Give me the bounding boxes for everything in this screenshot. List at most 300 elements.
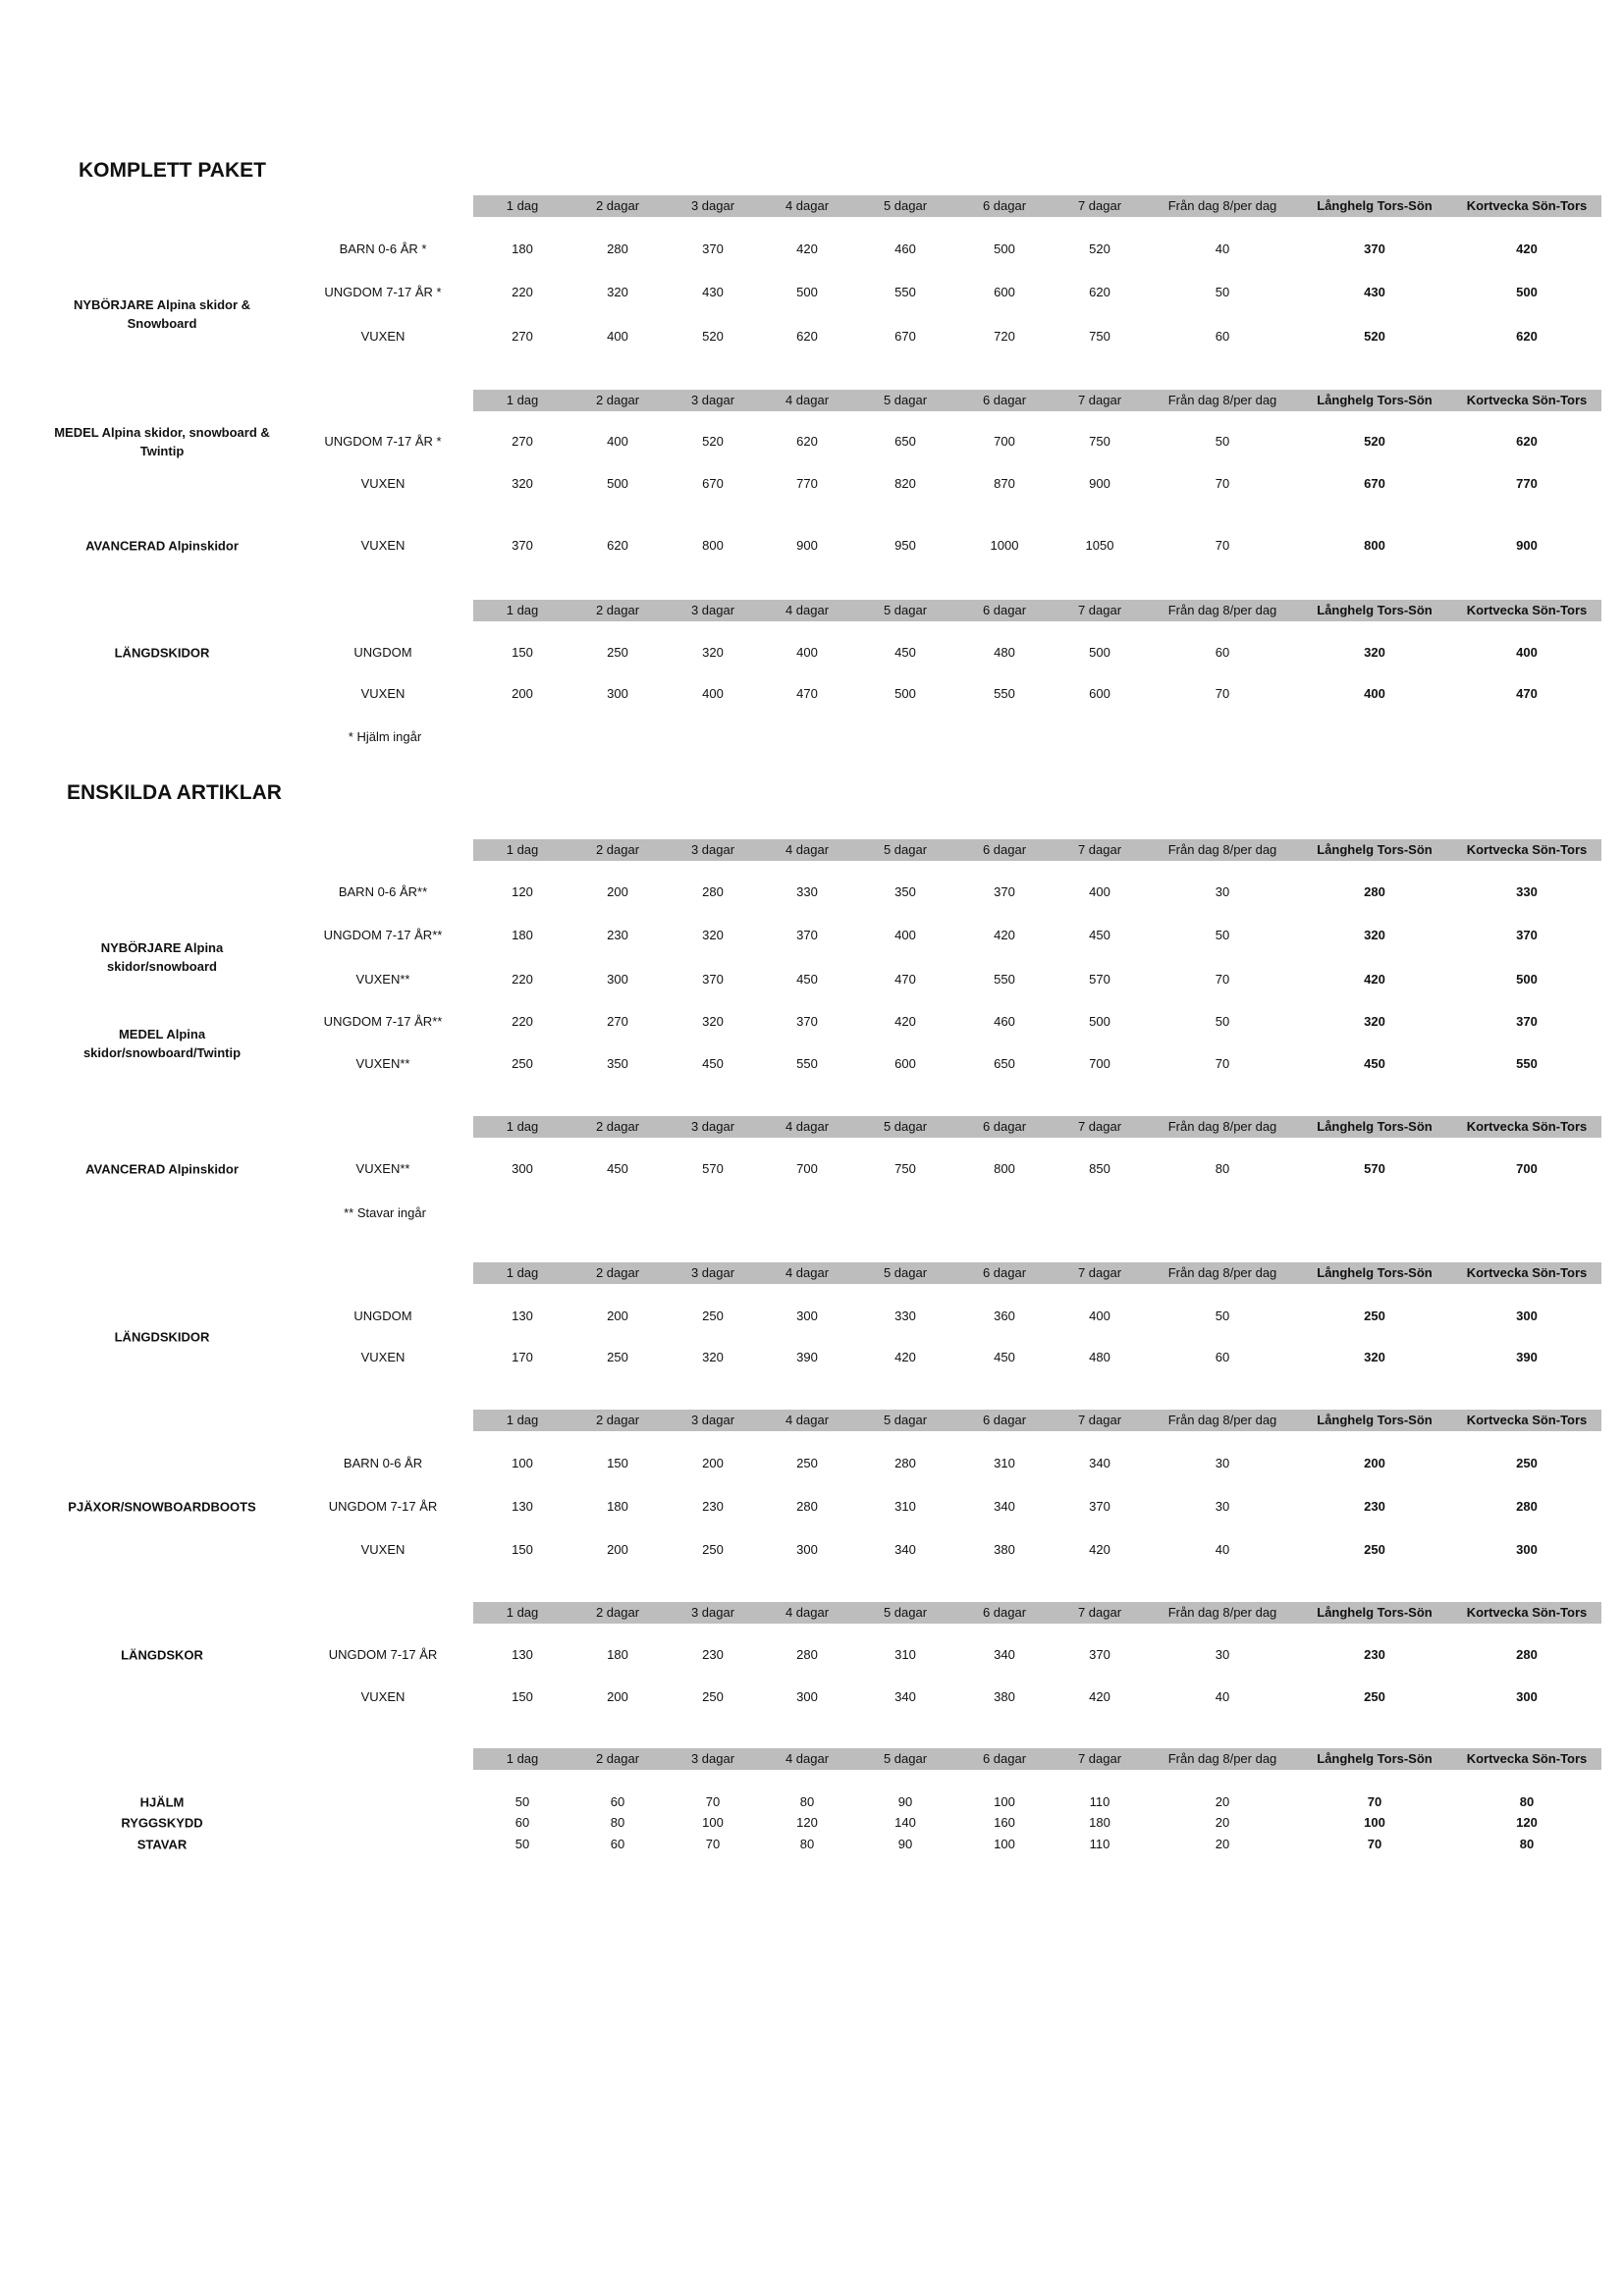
price-cell: 220 (512, 285, 533, 299)
column-header: 1 dag (506, 1119, 539, 1134)
price-cell: 250 (702, 1542, 724, 1557)
price-cell: 420 (994, 928, 1015, 942)
column-header: 7 dagar (1077, 842, 1122, 857)
price-cell: 450 (1089, 928, 1110, 942)
price-cell: 40 (1215, 1542, 1230, 1557)
column-header: 3 dagar (690, 198, 735, 213)
column-header: 1 dag (506, 1413, 539, 1427)
column-header: 5 dagar (883, 1751, 928, 1766)
price-cell: 370 (994, 884, 1015, 899)
price-cell: 230 (1364, 1499, 1385, 1514)
price-cell: 150 (512, 1542, 533, 1557)
price-cell: 320 (1364, 928, 1385, 942)
price-cell: 70 (1367, 1837, 1382, 1851)
price-cell: 620 (1516, 329, 1538, 344)
price-cell: 60 (514, 1815, 530, 1830)
column-header: Kortvecka Sön-Tors (1466, 1605, 1588, 1620)
price-cell: 1050 (1085, 538, 1114, 553)
price-cell: 520 (702, 434, 724, 449)
row-label: UNGDOM 7-17 ÅR * (324, 285, 442, 299)
price-cell: 450 (994, 1350, 1015, 1364)
price-cell: 400 (1364, 686, 1385, 701)
price-cell: 320 (512, 476, 533, 491)
price-cell: 500 (1089, 1014, 1110, 1029)
enskilda-title: ENSKILDA ARTIKLAR (67, 781, 282, 804)
price-cell: 50 (1215, 285, 1230, 299)
price-cell: 130 (512, 1499, 533, 1514)
price-cell: 600 (994, 285, 1015, 299)
price-cell: 150 (607, 1456, 628, 1470)
row-label: BARN 0-6 ÅR (343, 1456, 423, 1470)
price-cell: 360 (994, 1308, 1015, 1323)
row-label: UNGDOM 7-17 ÅR** (323, 928, 443, 942)
column-header: 6 dagar (982, 1265, 1027, 1280)
price-cell: 200 (607, 1308, 628, 1323)
column-header: Långhelg Tors-Sön (1317, 1605, 1433, 1620)
price-cell: 320 (702, 1014, 724, 1029)
price-cell: 310 (894, 1647, 916, 1662)
price-cell: 600 (1089, 686, 1110, 701)
column-header: 5 dagar (883, 198, 928, 213)
price-cell: 300 (1516, 1308, 1538, 1323)
price-cell: 70 (1215, 1056, 1230, 1071)
column-header-band (473, 390, 1601, 411)
price-cell: 620 (1089, 285, 1110, 299)
price-cell: 100 (512, 1456, 533, 1470)
price-cell: 770 (796, 476, 818, 491)
price-cell: 180 (1089, 1815, 1110, 1830)
price-cell: 800 (1364, 538, 1385, 553)
price-cell: 370 (1364, 241, 1385, 256)
price-cell: 20 (1215, 1837, 1230, 1851)
price-cell: 430 (702, 285, 724, 299)
price-cell: 420 (796, 241, 818, 256)
price-cell: 550 (994, 972, 1015, 987)
column-header: Från dag 8/per dag (1167, 1119, 1277, 1134)
price-cell: 70 (1215, 476, 1230, 491)
price-cell: 400 (1089, 884, 1110, 899)
price-cell: 280 (796, 1499, 818, 1514)
price-cell: 200 (702, 1456, 724, 1470)
price-cell: 420 (894, 1350, 916, 1364)
enskilda-footnote: ** Stavar ingår (344, 1205, 426, 1220)
price-cell: 30 (1215, 884, 1230, 899)
price-cell: 400 (702, 686, 724, 701)
price-cell: 180 (512, 928, 533, 942)
price-cell: 700 (1089, 1056, 1110, 1071)
column-header: 5 dagar (883, 1413, 928, 1427)
price-cell: 460 (894, 241, 916, 256)
price-cell: 720 (994, 329, 1015, 344)
column-header: 7 dagar (1077, 198, 1122, 213)
price-cell: 70 (1367, 1794, 1382, 1809)
column-header: 7 dagar (1077, 1605, 1122, 1620)
column-header: 5 dagar (883, 842, 928, 857)
price-cell: 520 (1364, 329, 1385, 344)
price-cell: 50 (1215, 434, 1230, 449)
column-header: 7 dagar (1077, 1751, 1122, 1766)
price-cell: 470 (894, 972, 916, 987)
price-cell: 20 (1215, 1815, 1230, 1830)
row-label: VUXEN** (355, 1161, 410, 1176)
column-header: 7 dagar (1077, 1265, 1122, 1280)
price-cell: 250 (702, 1689, 724, 1704)
column-header: Långhelg Tors-Sön (1317, 198, 1433, 213)
price-cell: 800 (994, 1161, 1015, 1176)
price-cell: 160 (994, 1815, 1015, 1830)
column-header: 4 dagar (785, 1605, 830, 1620)
price-cell: 310 (894, 1499, 916, 1514)
column-header: 1 dag (506, 1605, 539, 1620)
price-cell: 280 (607, 241, 628, 256)
price-cell: 620 (607, 538, 628, 553)
price-cell: 300 (796, 1542, 818, 1557)
price-cell: 110 (1089, 1794, 1110, 1809)
row-label: BARN 0-6 ÅR * (339, 241, 427, 256)
price-cell: 500 (796, 285, 818, 299)
row-label: VUXEN (360, 538, 406, 553)
price-cell: 370 (702, 972, 724, 987)
column-header: 5 dagar (883, 1605, 928, 1620)
column-header-band (473, 1262, 1601, 1284)
price-cell: 330 (894, 1308, 916, 1323)
price-cell: 120 (512, 884, 533, 899)
price-cell: 500 (1516, 285, 1538, 299)
column-header: 5 dagar (883, 1265, 928, 1280)
price-cell: 500 (1516, 972, 1538, 987)
price-cell: 30 (1215, 1456, 1230, 1470)
price-cell: 300 (1516, 1542, 1538, 1557)
column-header: Kortvecka Sön-Tors (1466, 1265, 1588, 1280)
column-header: 6 dagar (982, 842, 1027, 857)
price-cell: 120 (796, 1815, 818, 1830)
row-label: UNGDOM 7-17 ÅR * (324, 434, 442, 449)
price-cell: 90 (897, 1837, 913, 1851)
price-cell: 900 (1089, 476, 1110, 491)
price-cell: 170 (512, 1350, 533, 1364)
price-cell: 450 (702, 1056, 724, 1071)
column-header: Kortvecka Sön-Tors (1466, 393, 1588, 407)
column-header: 2 dagar (595, 198, 640, 213)
price-cell: 550 (894, 285, 916, 299)
price-cell: 670 (702, 476, 724, 491)
column-header: 6 dagar (982, 603, 1027, 617)
price-cell: 620 (796, 434, 818, 449)
price-cell: 280 (1516, 1499, 1538, 1514)
price-cell: 100 (994, 1837, 1015, 1851)
price-cell: 230 (607, 928, 628, 942)
price-cell: 900 (796, 538, 818, 553)
price-cell: 520 (1089, 241, 1110, 256)
price-cell: 70 (705, 1837, 721, 1851)
row-label: VUXEN** (355, 1056, 410, 1071)
column-header: Från dag 8/per dag (1167, 1265, 1277, 1280)
column-header: 1 dag (506, 393, 539, 407)
column-header: 3 dagar (690, 393, 735, 407)
price-cell: 320 (1364, 1350, 1385, 1364)
price-cell: 70 (705, 1794, 721, 1809)
category-label: AVANCERAD Alpinskidor (85, 1161, 239, 1177)
price-cell: 320 (702, 1350, 724, 1364)
price-cell: 820 (894, 476, 916, 491)
price-cell: 700 (1516, 1161, 1538, 1176)
price-cell: 130 (512, 1647, 533, 1662)
price-cell: 400 (607, 329, 628, 344)
column-header: 7 dagar (1077, 603, 1122, 617)
price-cell: 80 (1215, 1161, 1230, 1176)
column-header: 2 dagar (595, 603, 640, 617)
price-cell: 320 (607, 285, 628, 299)
row-label: UNGDOM (353, 1308, 412, 1323)
price-cell: 280 (1516, 1647, 1538, 1662)
price-cell: 50 (1215, 928, 1230, 942)
price-cell: 500 (994, 241, 1015, 256)
price-cell: 770 (1516, 476, 1538, 491)
price-cell: 300 (796, 1689, 818, 1704)
price-cell: 300 (1516, 1689, 1538, 1704)
price-cell: 750 (1089, 434, 1110, 449)
price-cell: 250 (1364, 1689, 1385, 1704)
column-header: 4 dagar (785, 1265, 830, 1280)
price-cell: 400 (796, 645, 818, 660)
price-cell: 370 (512, 538, 533, 553)
column-header: Från dag 8/per dag (1167, 1413, 1277, 1427)
column-header: 1 dag (506, 603, 539, 617)
price-cell: 250 (1364, 1308, 1385, 1323)
price-cell: 150 (512, 645, 533, 660)
price-cell: 250 (1516, 1456, 1538, 1470)
column-header: Långhelg Tors-Sön (1317, 1265, 1433, 1280)
column-header: Från dag 8/per dag (1167, 842, 1277, 857)
column-header: Långhelg Tors-Sön (1317, 393, 1433, 407)
price-cell: 480 (1089, 1350, 1110, 1364)
category-label: NYBÖRJARE Alpina skidor/snowboard (100, 940, 224, 974)
price-cell: 520 (1364, 434, 1385, 449)
price-cell: 370 (1089, 1647, 1110, 1662)
price-cell: 60 (610, 1794, 625, 1809)
price-cell: 230 (702, 1647, 724, 1662)
price-cell: 390 (796, 1350, 818, 1364)
price-cell: 470 (1516, 686, 1538, 701)
column-header: 5 dagar (883, 393, 928, 407)
column-header-band (473, 1410, 1601, 1431)
row-label: UNGDOM 7-17 ÅR (328, 1647, 438, 1662)
price-cell: 420 (1089, 1542, 1110, 1557)
price-cell: 200 (607, 1542, 628, 1557)
price-cell: 670 (894, 329, 916, 344)
price-cell: 20 (1215, 1794, 1230, 1809)
price-cell: 550 (796, 1056, 818, 1071)
price-cell: 500 (894, 686, 916, 701)
column-header-band (473, 1748, 1601, 1770)
price-cell: 500 (1089, 645, 1110, 660)
column-header-band (473, 839, 1601, 861)
price-cell: 420 (1089, 1689, 1110, 1704)
column-header: 3 dagar (690, 842, 735, 857)
price-cell: 430 (1364, 285, 1385, 299)
column-header: Från dag 8/per dag (1167, 1751, 1277, 1766)
column-header: Kortvecka Sön-Tors (1466, 1751, 1588, 1766)
category-label: MEDEL Alpina skidor, snowboard & Twintip (54, 425, 270, 458)
price-cell: 370 (1516, 928, 1538, 942)
price-cell: 180 (607, 1647, 628, 1662)
price-cell: 850 (1089, 1161, 1110, 1176)
column-header: 6 dagar (982, 198, 1027, 213)
price-cell: 420 (1516, 241, 1538, 256)
price-cell: 570 (702, 1161, 724, 1176)
price-cell: 100 (1364, 1815, 1385, 1830)
price-cell: 180 (607, 1499, 628, 1514)
column-header: 1 dag (506, 842, 539, 857)
column-header: Kortvecka Sön-Tors (1466, 1413, 1588, 1427)
column-header-band (473, 195, 1601, 217)
price-cell: 280 (894, 1456, 916, 1470)
price-cell: 340 (894, 1542, 916, 1557)
column-header: 4 dagar (785, 842, 830, 857)
price-cell: 570 (1089, 972, 1110, 987)
price-cell: 30 (1215, 1647, 1230, 1662)
column-header: 4 dagar (785, 198, 830, 213)
column-header: 7 dagar (1077, 393, 1122, 407)
price-cell: 370 (1089, 1499, 1110, 1514)
price-cell: 700 (796, 1161, 818, 1176)
price-cell: 350 (894, 884, 916, 899)
price-cell: 280 (702, 884, 724, 899)
price-cell: 620 (1516, 434, 1538, 449)
price-cell: 380 (994, 1542, 1015, 1557)
column-header: 2 dagar (595, 1751, 640, 1766)
price-cell: 500 (607, 476, 628, 491)
price-cell: 400 (1516, 645, 1538, 660)
category-label: AVANCERAD Alpinskidor (85, 538, 239, 554)
price-cell: 300 (607, 686, 628, 701)
price-cell: 370 (796, 1014, 818, 1029)
price-cell: 670 (1364, 476, 1385, 491)
column-header: Långhelg Tors-Sön (1317, 1413, 1433, 1427)
price-cell: 250 (607, 1350, 628, 1364)
price-cell: 250 (607, 645, 628, 660)
price-cell: 250 (796, 1456, 818, 1470)
price-cell: 60 (610, 1837, 625, 1851)
column-header: 4 dagar (785, 393, 830, 407)
price-cell: 400 (894, 928, 916, 942)
category-label: LÄNGDSKOR (121, 1647, 203, 1663)
price-cell: 80 (1519, 1837, 1535, 1851)
price-cell: 200 (607, 1689, 628, 1704)
price-cell: 220 (512, 972, 533, 987)
price-cell: 30 (1215, 1499, 1230, 1514)
price-cell: 40 (1215, 241, 1230, 256)
price-cell: 320 (702, 645, 724, 660)
price-cell: 400 (607, 434, 628, 449)
price-cell: 1000 (990, 538, 1019, 553)
price-cell: 420 (894, 1014, 916, 1029)
column-header: 1 dag (506, 1751, 539, 1766)
price-cell: 570 (1364, 1161, 1385, 1176)
price-cell: 300 (796, 1308, 818, 1323)
price-cell: 450 (796, 972, 818, 987)
price-cell: 550 (1516, 1056, 1538, 1071)
price-cell: 620 (796, 329, 818, 344)
price-cell: 70 (1215, 972, 1230, 987)
price-cell: 310 (994, 1456, 1015, 1470)
price-cell: 250 (512, 1056, 533, 1071)
price-cell: 750 (1089, 329, 1110, 344)
category-label: LÄNGDSKIDOR (114, 1329, 210, 1345)
price-cell: 60 (1215, 1350, 1230, 1364)
category-label: PJÄXOR/SNOWBOARDBOOTS (68, 1499, 256, 1515)
column-header: Från dag 8/per dag (1167, 1605, 1277, 1620)
price-cell: 320 (1364, 1014, 1385, 1029)
category-label: HJÄLM (139, 1794, 185, 1810)
price-cell: 300 (607, 972, 628, 987)
price-cell: 90 (897, 1794, 913, 1809)
column-header: 2 dagar (595, 1119, 640, 1134)
column-header: Från dag 8/per dag (1167, 393, 1277, 407)
column-header: 2 dagar (595, 393, 640, 407)
price-cell: 350 (607, 1056, 628, 1071)
price-cell: 900 (1516, 538, 1538, 553)
price-cell: 50 (1215, 1308, 1230, 1323)
row-label: VUXEN (360, 686, 406, 701)
price-cell: 270 (512, 434, 533, 449)
column-header: 4 dagar (785, 1119, 830, 1134)
price-cell: 370 (796, 928, 818, 942)
price-cell: 280 (1364, 884, 1385, 899)
price-cell: 300 (512, 1161, 533, 1176)
price-cell: 220 (512, 1014, 533, 1029)
price-cell: 80 (610, 1815, 625, 1830)
price-cell: 330 (1516, 884, 1538, 899)
price-cell: 340 (994, 1647, 1015, 1662)
row-label: VUXEN (360, 329, 406, 344)
column-header: 3 dagar (690, 1751, 735, 1766)
row-label: VUXEN (360, 476, 406, 491)
column-header: Kortvecka Sön-Tors (1466, 1119, 1588, 1134)
price-cell: 380 (994, 1689, 1015, 1704)
price-cell: 270 (607, 1014, 628, 1029)
price-cell: 480 (994, 645, 1015, 660)
column-header: 3 dagar (690, 1413, 735, 1427)
column-header: 1 dag (506, 1265, 539, 1280)
column-header: 4 dagar (785, 1413, 830, 1427)
column-header: 7 dagar (1077, 1119, 1122, 1134)
price-cell: 150 (512, 1689, 533, 1704)
price-cell: 700 (994, 434, 1015, 449)
row-label: UNGDOM 7-17 ÅR** (323, 1014, 443, 1029)
price-cell: 40 (1215, 1689, 1230, 1704)
column-header: Långhelg Tors-Sön (1317, 842, 1433, 857)
price-cell: 520 (702, 329, 724, 344)
column-header: 4 dagar (785, 603, 830, 617)
price-cell: 750 (894, 1161, 916, 1176)
price-cell: 80 (799, 1837, 815, 1851)
row-label: BARN 0-6 ÅR** (338, 884, 428, 899)
price-cell: 450 (894, 645, 916, 660)
price-cell: 320 (702, 928, 724, 942)
column-header-band (473, 1116, 1601, 1138)
column-header: 3 dagar (690, 1265, 735, 1280)
category-label: RYGGSKYDD (121, 1815, 203, 1831)
komplett-title: KOMPLETT PAKET (79, 159, 266, 182)
column-header: 7 dagar (1077, 1413, 1122, 1427)
price-cell: 120 (1516, 1815, 1538, 1830)
column-header: 6 dagar (982, 1751, 1027, 1766)
price-cell: 280 (796, 1647, 818, 1662)
column-header-band (473, 600, 1601, 621)
price-cell: 450 (1364, 1056, 1385, 1071)
price-cell: 130 (512, 1308, 533, 1323)
